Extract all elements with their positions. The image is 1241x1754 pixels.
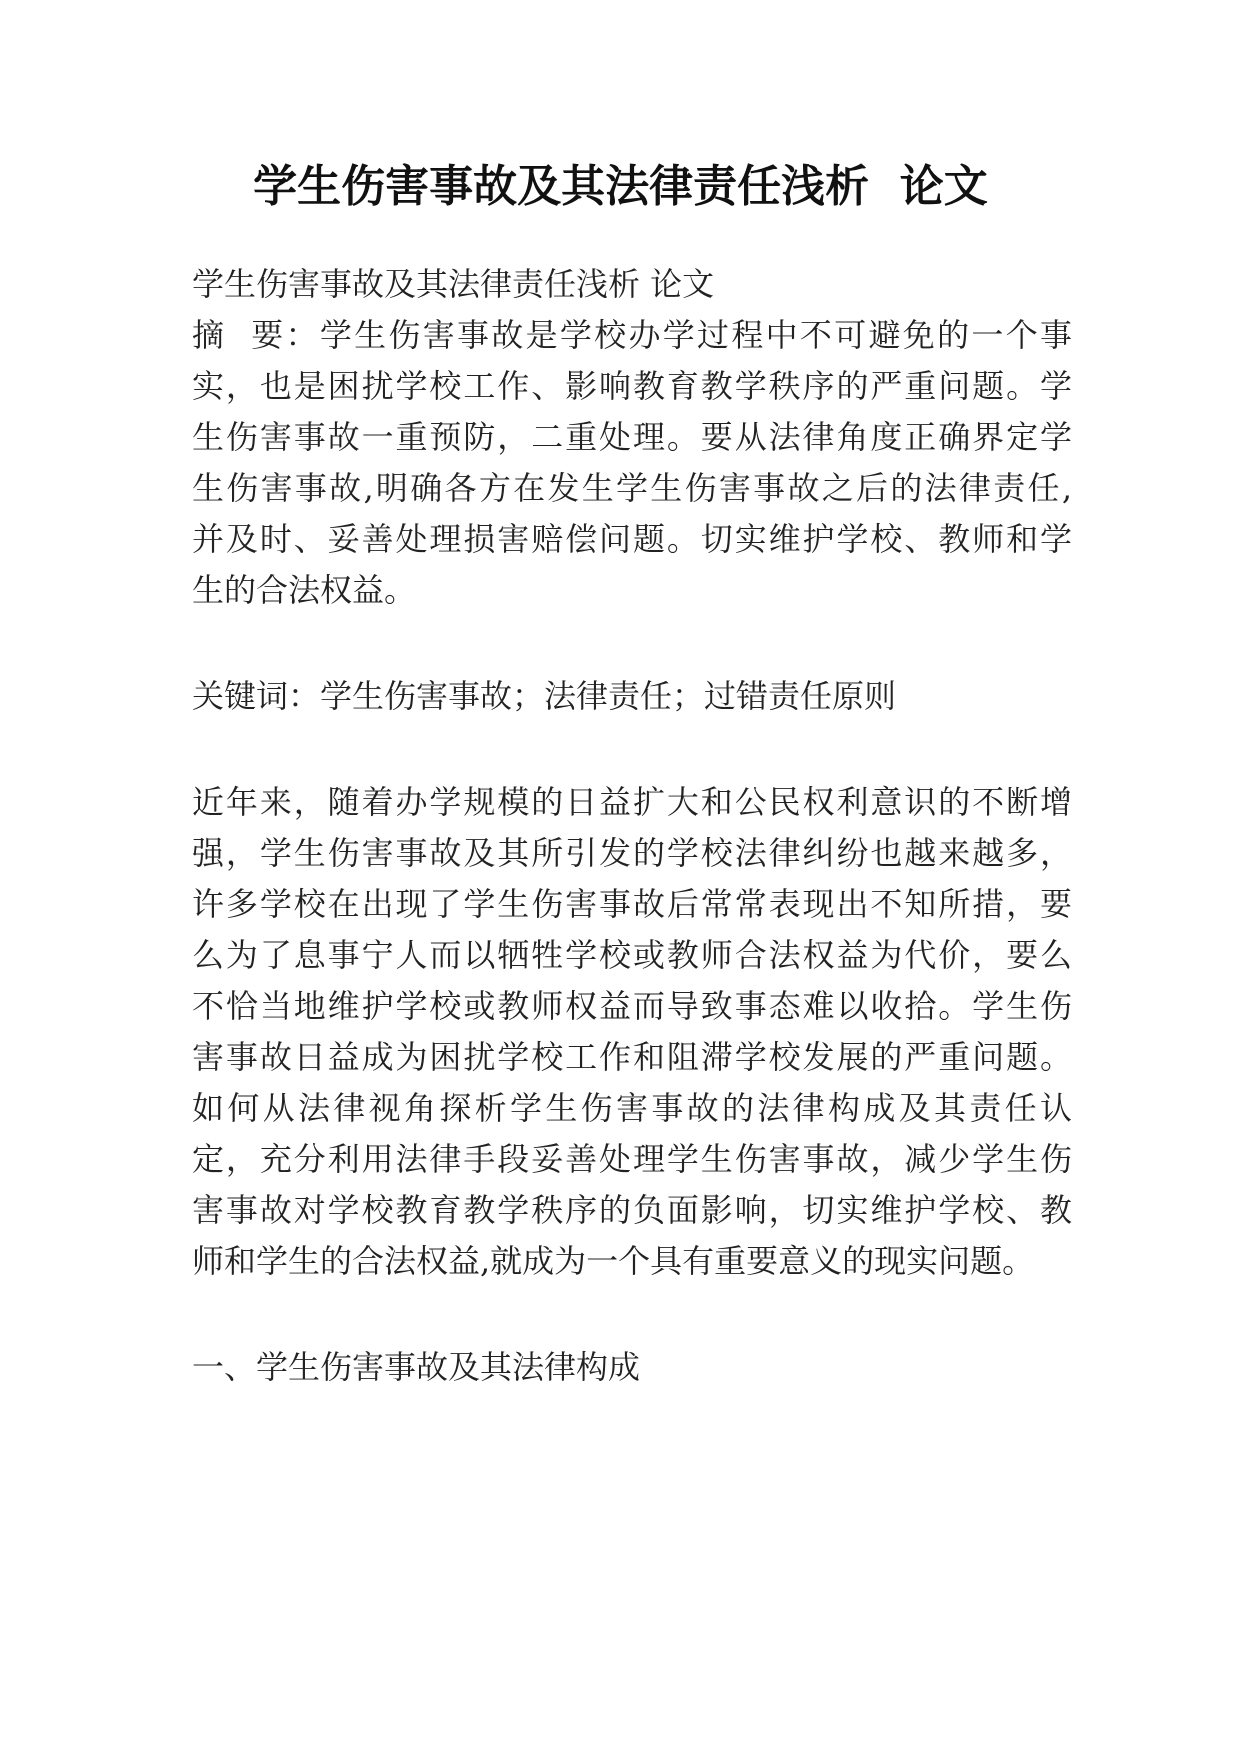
abstract-line: 生的合法权益。 (192, 571, 417, 609)
intro-line: 定，充分利用法律手段妥善处理学生伤害事故，减少学生伤 (192, 1140, 1072, 1178)
intro-line: 许多学校在出现了学生伤害事故后常常表现出不知所措，要 (192, 885, 1072, 923)
intro-line: 近年来，随着办学规模的日益扩大和公民权利意识的不断增 (192, 783, 1072, 821)
intro-line: 害事故日益成为困扰学校工作和阻滞学校发展的严重问题。 (192, 1038, 1072, 1076)
abstract-line: 并及时、妥善处理损害赔偿问题。切实维护学校、教师和学 (192, 520, 1072, 558)
abstract-line: 摘 要：学生伤害事故是学校办学过程中不可避免的一个事 (192, 316, 1072, 354)
abstract-line: 生伤害事故一重预防，二重处理。要从法律角度正确界定学 (192, 418, 1072, 456)
intro-line: 不恰当地维护学校或教师权益而导致事态难以收拾。学生伤 (192, 987, 1072, 1025)
intro-line: 么为了息事宁人而以牺牲学校或教师合法权益为代价，要么 (192, 936, 1072, 974)
document-subtitle: 学生伤害事故及其法律责任浅析 论文 (192, 265, 715, 303)
intro-line: 害事故对学校教育教学秩序的负面影响，切实维护学校、教 (192, 1191, 1072, 1229)
intro-line: 强，学生伤害事故及其所引发的学校法律纠纷也越来越多， (192, 834, 1072, 872)
keywords-line: 关键词：学生伤害事故；法律责任；过错责任原则 (192, 677, 897, 715)
section-heading: 一、学生伤害事故及其法律构成 (192, 1348, 641, 1386)
abstract-line: 实，也是困扰学校工作、影响教育教学秩序的严重问题。学 (192, 367, 1072, 405)
abstract-line: 生伤害事故,明确各方在发生学生伤害事故之后的法律责任, (192, 469, 1072, 507)
intro-line: 如何从法律视角探析学生伤害事故的法律构成及其责任认 (192, 1089, 1072, 1127)
document-title: 学生伤害事故及其法律责任浅析 论文 (253, 161, 988, 212)
intro-line: 师和学生的合法权益,就成为一个具有重要意义的现实问题。 (192, 1242, 1035, 1280)
